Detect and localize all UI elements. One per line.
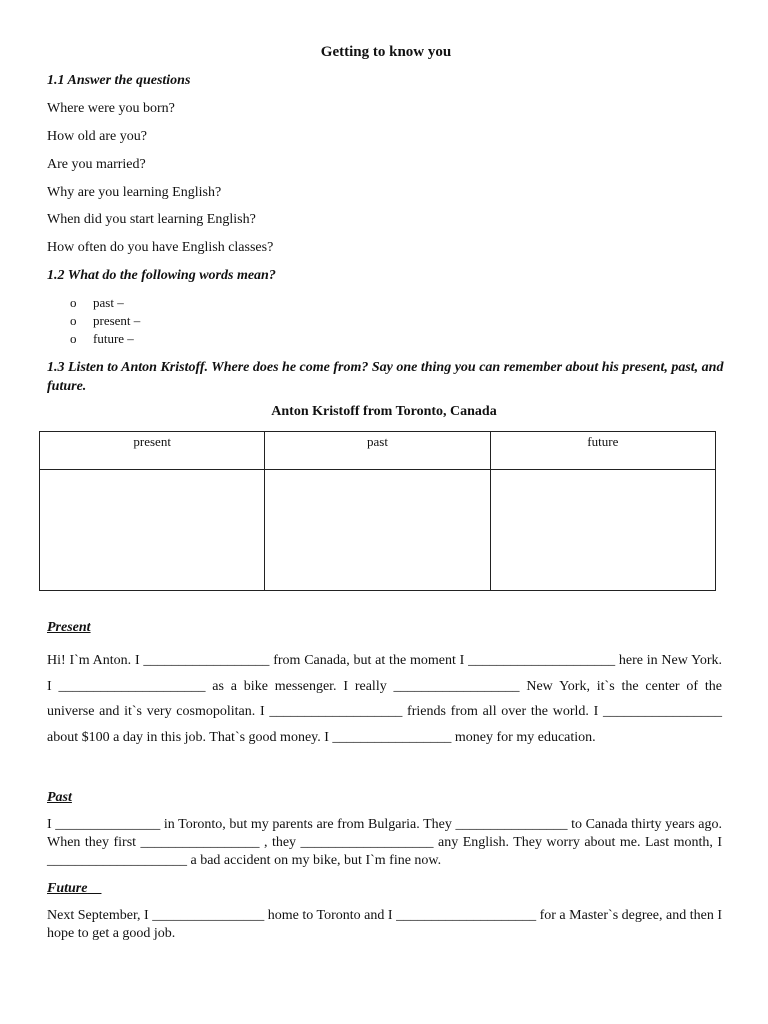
word-future: future –	[93, 331, 134, 346]
question-married: Are you married?	[47, 157, 146, 172]
word-past: past –	[93, 295, 124, 310]
question-born: Where were you born?	[47, 101, 175, 116]
word-present: present –	[93, 313, 141, 328]
table-row	[40, 470, 716, 591]
question-why-english: Why are you learning English?	[47, 185, 222, 200]
word-list	[70, 294, 140, 348]
bullet-icon: o	[70, 331, 77, 346]
list-item	[70, 330, 140, 348]
bullet-icon: o	[70, 313, 77, 328]
section-1-2-heading: 1.2 What do the following words mean?	[47, 268, 276, 283]
present-notes-cell[interactable]	[40, 470, 265, 591]
future-heading-label: Future	[47, 881, 88, 896]
list-item	[70, 312, 140, 330]
present-heading: Present	[47, 620, 91, 635]
page-title: Getting to know you	[320, 44, 452, 60]
question-how-often: How often do you have English classes?	[47, 240, 274, 255]
future-notes-cell[interactable]	[490, 470, 715, 591]
bullet-icon: o	[70, 295, 77, 310]
present-paragraph: Hi! I`m Anton. I __________________ from Canada, but at the moment I _____________________ here in New York. I _____________________ as a bike messenger. I really __________________ New York, it`s the center of the universe and it`s very cosmopolitan. I ___________________ friends from all over the world. I _________________ about $100 a day in this job. That`s good money. I _________________ money for my education.	[47, 653, 722, 745]
past-paragraph: I _______________ in Toronto, but my parents are from Bulgaria. They ________________ to Canada thirty years ago. When they first _________________ , they ___________________ any English. They worry about me. Last month, I ____________________ a bad accident on my bike, but I`m fine now.	[47, 817, 722, 868]
section-1-1-heading: 1.1 Answer the questions	[47, 73, 191, 88]
table-caption: Anton Kristoff from Toronto, Canada	[271, 404, 497, 419]
question-age: How old are you?	[47, 129, 147, 144]
column-header-present: present	[40, 432, 265, 470]
notes-table	[39, 431, 716, 591]
section-1-3-heading: 1.3 Listen to Anton Kristoff. Where does he come from? Say one thing you can remember about his present, past, and future.	[47, 360, 724, 394]
column-header-past: past	[265, 432, 490, 470]
future-heading-trail	[87, 881, 101, 896]
past-heading: Past	[47, 790, 72, 805]
table-header-row	[40, 432, 716, 470]
past-notes-cell[interactable]	[265, 470, 490, 591]
column-header-future: future	[490, 432, 715, 470]
future-paragraph: Next September, I ________________ home to Toronto and I ____________________ for a Master`s degree, and then I hope to get a good job.	[47, 908, 722, 941]
question-when-start: When did you start learning English?	[47, 212, 256, 227]
future-heading	[47, 881, 101, 897]
list-item	[70, 294, 140, 312]
